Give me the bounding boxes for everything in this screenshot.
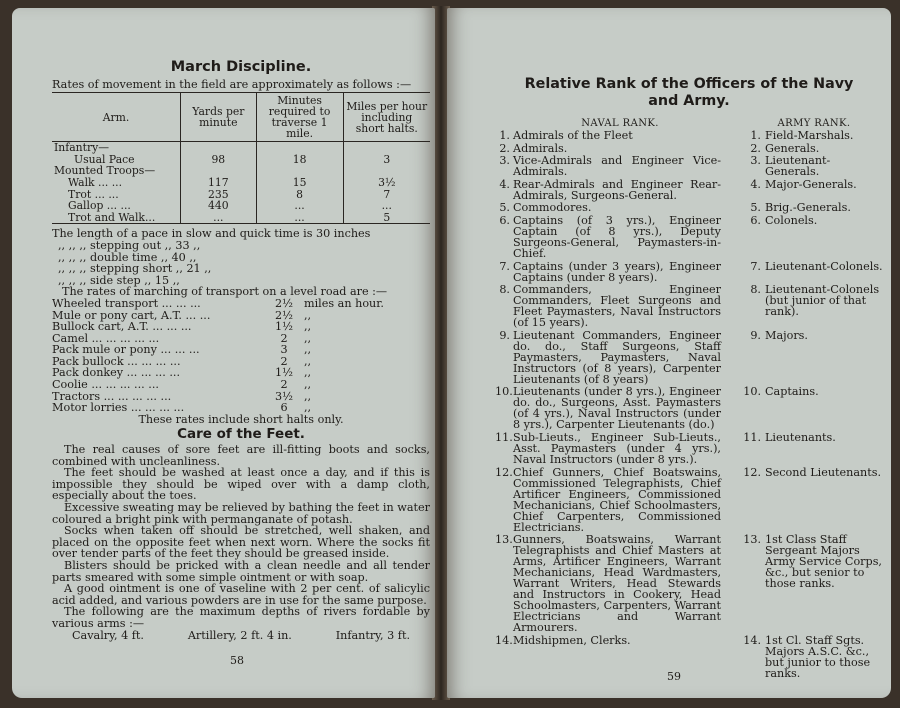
naval-rank: Sub-Lieuts., Engineer Sub-Lieuts., Asst. Paymasters (under 4 yrs.), Naval Instructors (under 8 yrs.). xyxy=(513,430,721,466)
transport-value: 3 xyxy=(280,343,288,357)
army-rank: Field-Marshals. xyxy=(765,129,854,142)
transport-unit: ,, xyxy=(304,331,312,345)
list-item xyxy=(495,635,883,679)
transport-unit: ,, xyxy=(304,354,312,368)
rank-number: 5. xyxy=(499,201,510,215)
table-cell: 98 xyxy=(181,154,257,166)
transport-label: Bullock cart, A.T. ... ... ... xyxy=(52,320,192,334)
army-rank-number: 9. xyxy=(750,328,761,342)
river-depths xyxy=(52,630,430,642)
table-cell: 5 xyxy=(343,212,430,224)
table-header: Minutes required to traverse 1 mile. xyxy=(256,93,343,142)
naval-rank: Commanders, Engineer Commanders, Fleet Surgeons and Fleet Paymasters, Naval Instructors (of 15 years). xyxy=(513,283,721,330)
table-cell: 15 xyxy=(256,177,343,189)
transport-value: 2½ xyxy=(275,296,293,310)
list-item xyxy=(495,155,883,177)
transport-value: 1½ xyxy=(275,366,293,380)
naval-rank: Rear-Admirals and Engineer Rear-Admirals, Surgeons-General. xyxy=(513,177,721,202)
naval-rank: Lieutenant Commanders, Engineer do. do., Staff Surgeons, Staff Paymasters, Paymasters, Naval Instructors (of 8 years), Carpenter Lieutenants (of 8 years) xyxy=(513,328,721,386)
title-line-1: Relative Rank of the Officers of the Navy xyxy=(524,76,854,92)
army-rank-number: 13. xyxy=(743,533,761,547)
transport-label: Wheeled transport ... ... ... xyxy=(52,296,201,310)
naval-rank: Admirals. xyxy=(513,141,568,155)
rank-number: 4. xyxy=(499,177,510,191)
naval-rank: Commodores. xyxy=(513,201,592,215)
table-cell: Gallop ... ... xyxy=(68,199,131,213)
rank-number: 7. xyxy=(499,259,510,273)
army-rank-number: 12. xyxy=(743,465,761,479)
army-rank: Second Lieutenants. xyxy=(765,465,882,479)
transport-unit: ,, xyxy=(304,320,312,334)
army-rank: 1st Class Staff Sergeant Majors Army Service Corps, &c., but senior to those ranks. xyxy=(765,533,882,591)
transport-unit: ,, xyxy=(304,308,312,322)
table-cell: ... xyxy=(181,212,257,224)
table-row xyxy=(52,177,430,189)
army-rank: Lieutenant-Colonels. xyxy=(765,259,883,273)
rank-number: 14. xyxy=(495,633,513,647)
army-rank-number: 2. xyxy=(750,141,761,155)
left-page-content xyxy=(52,59,430,642)
table-cell: 8 xyxy=(256,189,343,201)
column-headings xyxy=(495,118,883,129)
table-cell: 117 xyxy=(181,177,257,189)
table-cell: 3½ xyxy=(343,177,430,189)
table-cell: Walk ... ... xyxy=(68,175,123,189)
list-item xyxy=(495,215,883,259)
rank-number: 2. xyxy=(499,141,510,155)
paragraph: Socks when taken off should be stretched, well shaken, and placed on the opposite feet when next worn. Where the socks fit over tender parts of the feet they should be greased inside. xyxy=(52,524,430,561)
pace-line: ,, ,, ,, stepping out ,, 33 ,, xyxy=(58,238,201,252)
army-rank: Captains. xyxy=(765,385,819,399)
transport-list xyxy=(52,298,430,414)
army-rank-number: 8. xyxy=(750,283,761,297)
naval-rank: Midshipmen, Clerks. xyxy=(513,633,631,647)
transport-unit: ,, xyxy=(304,389,312,403)
care-of-feet-title: Care of the Feet. xyxy=(177,426,305,443)
table-cell xyxy=(343,142,430,154)
page-number-right: 59 xyxy=(667,670,681,683)
list-item xyxy=(495,261,883,283)
transport-label: Pack mule or pony ... ... ... xyxy=(52,343,200,357)
table-cell: ... xyxy=(256,212,343,224)
relative-rank-title xyxy=(495,76,883,110)
army-rank-number: 14. xyxy=(743,633,761,647)
table-cell: 235 xyxy=(181,189,257,201)
list-item xyxy=(495,143,883,154)
transport-label: Pack donkey ... ... ... ... xyxy=(52,366,181,380)
list-item xyxy=(52,379,430,391)
table-cell: 440 xyxy=(181,200,257,212)
transport-value: 2½ xyxy=(275,308,293,322)
transport-value: 1½ xyxy=(275,320,293,334)
army-rank: Colonels. xyxy=(765,213,818,227)
transport-unit: miles an hour. xyxy=(304,296,384,310)
table-header: Yards per minute xyxy=(181,93,257,142)
army-rank-heading: ARMY RANK. xyxy=(777,118,851,129)
naval-rank: Captains (under 3 years), Engineer Captains (under 8 years). xyxy=(513,259,721,284)
rank-number: 13. xyxy=(495,533,513,547)
title-line-2: and Army. xyxy=(648,93,730,109)
army-rank: Major-Generals. xyxy=(765,177,857,191)
rank-number: 3. xyxy=(499,154,510,168)
naval-rank: Admirals of the Fleet xyxy=(513,129,633,142)
table-header-row xyxy=(52,93,430,142)
table-header: Arm. xyxy=(52,93,181,142)
rank-number: 6. xyxy=(499,213,510,227)
feet-paragraphs xyxy=(52,444,430,630)
rank-number: 12. xyxy=(495,465,513,479)
table-cell: ... xyxy=(343,200,430,212)
depth-infantry: Infantry, 3 ft. xyxy=(335,628,410,642)
list-item xyxy=(495,202,883,213)
rank-number: 10. xyxy=(495,385,513,399)
table-cell: 7 xyxy=(343,189,430,201)
transport-unit: ,, xyxy=(304,366,312,380)
table-cell: Infantry— xyxy=(54,141,110,155)
table-cell: Trot and Walk... xyxy=(52,212,181,224)
army-rank: Lieutenants. xyxy=(765,430,836,444)
transport-value: 3½ xyxy=(275,389,293,403)
list-item xyxy=(495,330,883,385)
left-page xyxy=(12,8,435,698)
army-rank-number: 6. xyxy=(750,213,761,227)
army-rank: Brig.-Generals. xyxy=(765,201,851,215)
naval-rank: Vice-Admirals and Engineer Vice-Admirals. xyxy=(513,154,721,179)
table-cell xyxy=(256,142,343,154)
right-page-content xyxy=(495,76,883,680)
army-rank-number: 10. xyxy=(743,385,761,399)
paragraph: The feet should be washed at least once a day, and if this is impossible they should be wiped over with a damp cloth, especially about the toes. xyxy=(52,466,430,503)
pace-line: ,, ,, ,, stepping short ,, 21 ,, xyxy=(58,262,212,276)
table-header: Miles per hour including short halts. xyxy=(343,93,430,142)
pace-line: ,, ,, ,, double time ,, 40 ,, xyxy=(58,250,197,264)
table-cell: Mounted Troops— xyxy=(54,164,156,178)
transport-value: 2 xyxy=(280,354,288,368)
march-intro: Rates of movement in the field are approximately as follows :— xyxy=(52,77,412,91)
paragraph: The following are the maximum depths of rivers fordable by various arms :— xyxy=(52,605,430,630)
rank-number: 9. xyxy=(499,328,510,342)
naval-rank-heading: NAVAL RANK. xyxy=(581,118,659,129)
table-row xyxy=(52,142,430,154)
transport-label: Camel ... ... ... ... ... xyxy=(52,331,160,345)
transport-label: Pack bullock ... ... ... ... xyxy=(52,354,181,368)
army-rank: Lieutenant-Generals. xyxy=(765,154,831,179)
page-number-left: 58 xyxy=(230,654,244,667)
transport-unit: ,, xyxy=(304,378,312,392)
army-rank-number: 3. xyxy=(750,154,761,168)
transport-intro: The rates of marching of transport on a level road are :— xyxy=(62,285,388,299)
rank-list xyxy=(495,130,883,679)
paragraph: Blisters should be pricked with a clean needle and all tender parts smeared with some simple ointment or with soap. xyxy=(52,558,430,584)
list-item xyxy=(52,298,430,310)
transport-value: 2 xyxy=(280,378,288,392)
depth-artillery: Artillery, 2 ft. 4 in. xyxy=(187,628,292,642)
table-cell xyxy=(181,142,257,154)
paragraph: Excessive sweating may be relieved by bathing the feet in water coloured a bright pink with permanganate of potash. xyxy=(52,501,430,526)
naval-rank: Lieutenants (under 8 yrs.), Engineer do. do., Surgeons, Asst. Paymasters (of 4 yrs.), Naval Instructors (under 8 yrs.), Carpenter Lieutenants (do.) xyxy=(513,385,721,432)
transport-label: Coolie ... ... ... ... ... xyxy=(52,378,159,392)
army-rank-number: 4. xyxy=(750,177,761,191)
army-rank: Lieutenant-Colonels (but junior of that rank). xyxy=(765,283,880,319)
rank-number: 1. xyxy=(499,129,510,142)
table-cell: 3 xyxy=(343,154,430,166)
rank-number: 8. xyxy=(499,283,510,297)
paragraph: A good ointment is one of vaseline with 2 per cent. of salicylic acid added, and various powders are in use for the same purpose. xyxy=(52,582,430,607)
transport-value: 6 xyxy=(280,401,288,415)
naval-rank: Gunners, Boatswains, Warrant Telegraphists and Chief Masters at Arms, Artificer Engineers, Warrant Mechanicians, Head Wardmasters, Warrant Writers, Head Stewards and Instructors in Cookery, Head Schoolmasters, Carpenters, Warrant Electricians and Warrant Armourers. xyxy=(513,533,721,635)
table-cell: 18 xyxy=(256,154,343,166)
transport-value: 2 xyxy=(280,331,288,345)
march-discipline-title: March Discipline. xyxy=(170,59,312,75)
army-rank-number: 5. xyxy=(750,201,761,215)
transport-unit: ,, xyxy=(304,343,312,357)
list-item xyxy=(495,432,883,465)
table-cell: Trot ... ... xyxy=(68,187,119,201)
pace-line: ,, ,, ,, side step ,, 15 ,, xyxy=(58,273,180,287)
list-item xyxy=(495,179,883,201)
army-rank: Majors. xyxy=(765,328,808,342)
list-item xyxy=(495,534,883,633)
table-row xyxy=(52,212,430,224)
right-page xyxy=(447,8,891,698)
army-rank-number: 7. xyxy=(750,259,761,273)
army-rank-number: 11. xyxy=(743,430,761,444)
transport-label: Motor lorries ... ... ... ... xyxy=(52,401,185,415)
list-item xyxy=(495,467,883,533)
list-item xyxy=(495,130,883,141)
table-cell: ... xyxy=(256,200,343,212)
transport-note: These rates include short halts only. xyxy=(138,412,344,426)
list-item xyxy=(495,386,883,430)
army-rank: Generals. xyxy=(765,141,820,155)
army-rank-number: 1. xyxy=(750,129,761,142)
transport-label: Tractors ... ... ... ... ... xyxy=(52,389,172,403)
pace-line: The length of a pace in slow and quick time is 30 inches xyxy=(52,227,371,241)
naval-rank: Chief Gunners, Chief Boatswains, Commissioned Telegraphists, Chief Artificer Engineers, Commissioned Mechanicians, Chief Schoolmasters, Chief Carpenters, Commissioned Electricians. xyxy=(513,465,721,534)
rank-number: 11. xyxy=(495,430,513,444)
army-rank: 1st Cl. Staff Sgts. Majors A.S.C. &c., but junior to those ranks. xyxy=(765,633,871,680)
table-row xyxy=(52,200,430,212)
list-item xyxy=(495,284,883,328)
naval-rank: Captains (of 3 yrs.), Engineer Captain (of 8 yrs.), Deputy Surgeons-General, Paymasters-in-Chief. xyxy=(513,213,721,260)
paragraph: The real causes of sore feet are ill-fitting boots and socks, combined with uncleanliness. xyxy=(52,443,430,468)
depth-cavalry: Cavalry, 4 ft. xyxy=(72,628,144,642)
march-rates-table xyxy=(52,92,430,224)
pace-lengths xyxy=(52,228,430,286)
transport-label: Mule or pony cart, A.T. ... ... xyxy=(52,308,211,322)
transport-unit: ,, xyxy=(304,401,312,415)
list-item xyxy=(52,321,430,333)
table-cell: Usual Pace xyxy=(74,152,135,166)
